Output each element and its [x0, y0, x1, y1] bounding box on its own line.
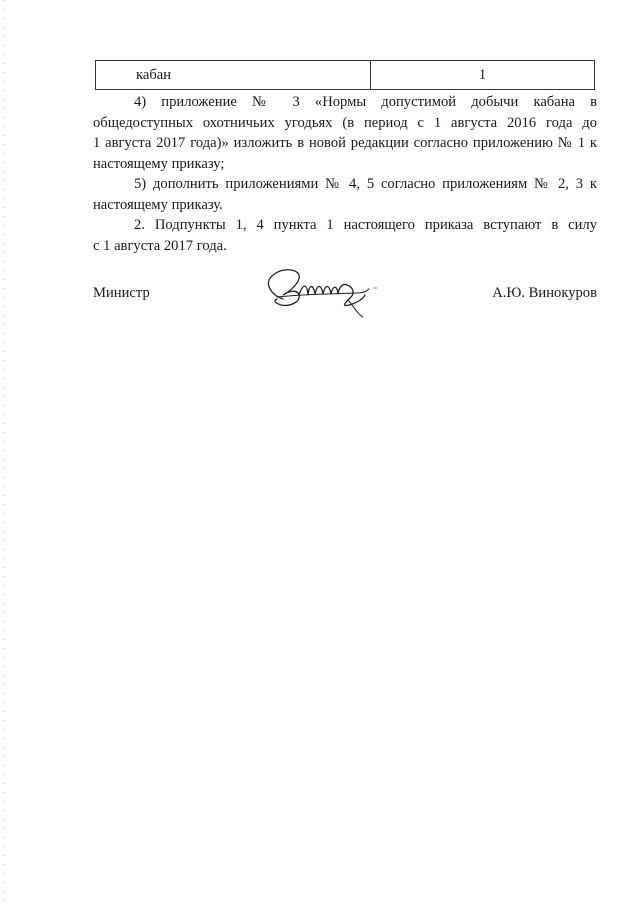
handwritten-signature	[253, 261, 388, 321]
paragraph-line: общедоступных охотничьих угодьях (в период с 1 августа 2016 года до	[93, 114, 597, 131]
table-cell-species: кабан	[96, 61, 371, 89]
paragraph-line: 1 августа 2017 года)» изложить в новой редакции согласно приложению № 1 к	[93, 135, 597, 151]
signer-name: А.Ю. Винокуров	[492, 285, 597, 301]
signature-block	[93, 283, 597, 323]
paragraph-line: 4) приложение № 3 «Нормы допустимой добычи кабана в	[134, 94, 597, 110]
paragraph-line: настоящему приказу;	[93, 155, 225, 172]
paragraph-line: 2. Подпункты 1, 4 пункта 1 настоящего приказа вступают в силу	[134, 217, 597, 233]
norms-table	[95, 60, 595, 90]
paragraph-point-2	[93, 215, 597, 256]
paragraph-item-4	[93, 92, 597, 174]
paragraph-line: настоящему приказу.	[93, 196, 223, 213]
paragraph-line: с 1 августа 2017 года.	[93, 237, 227, 254]
signer-position: Министр	[93, 285, 150, 301]
paragraph-line: 5) дополнить приложениями № 4, 5 согласно приложениям № 2, 3 к	[134, 176, 597, 192]
table-cell-value: 1	[478, 67, 487, 83]
paragraph-item-5	[93, 174, 597, 215]
scan-edge-dots	[3, 0, 5, 905]
